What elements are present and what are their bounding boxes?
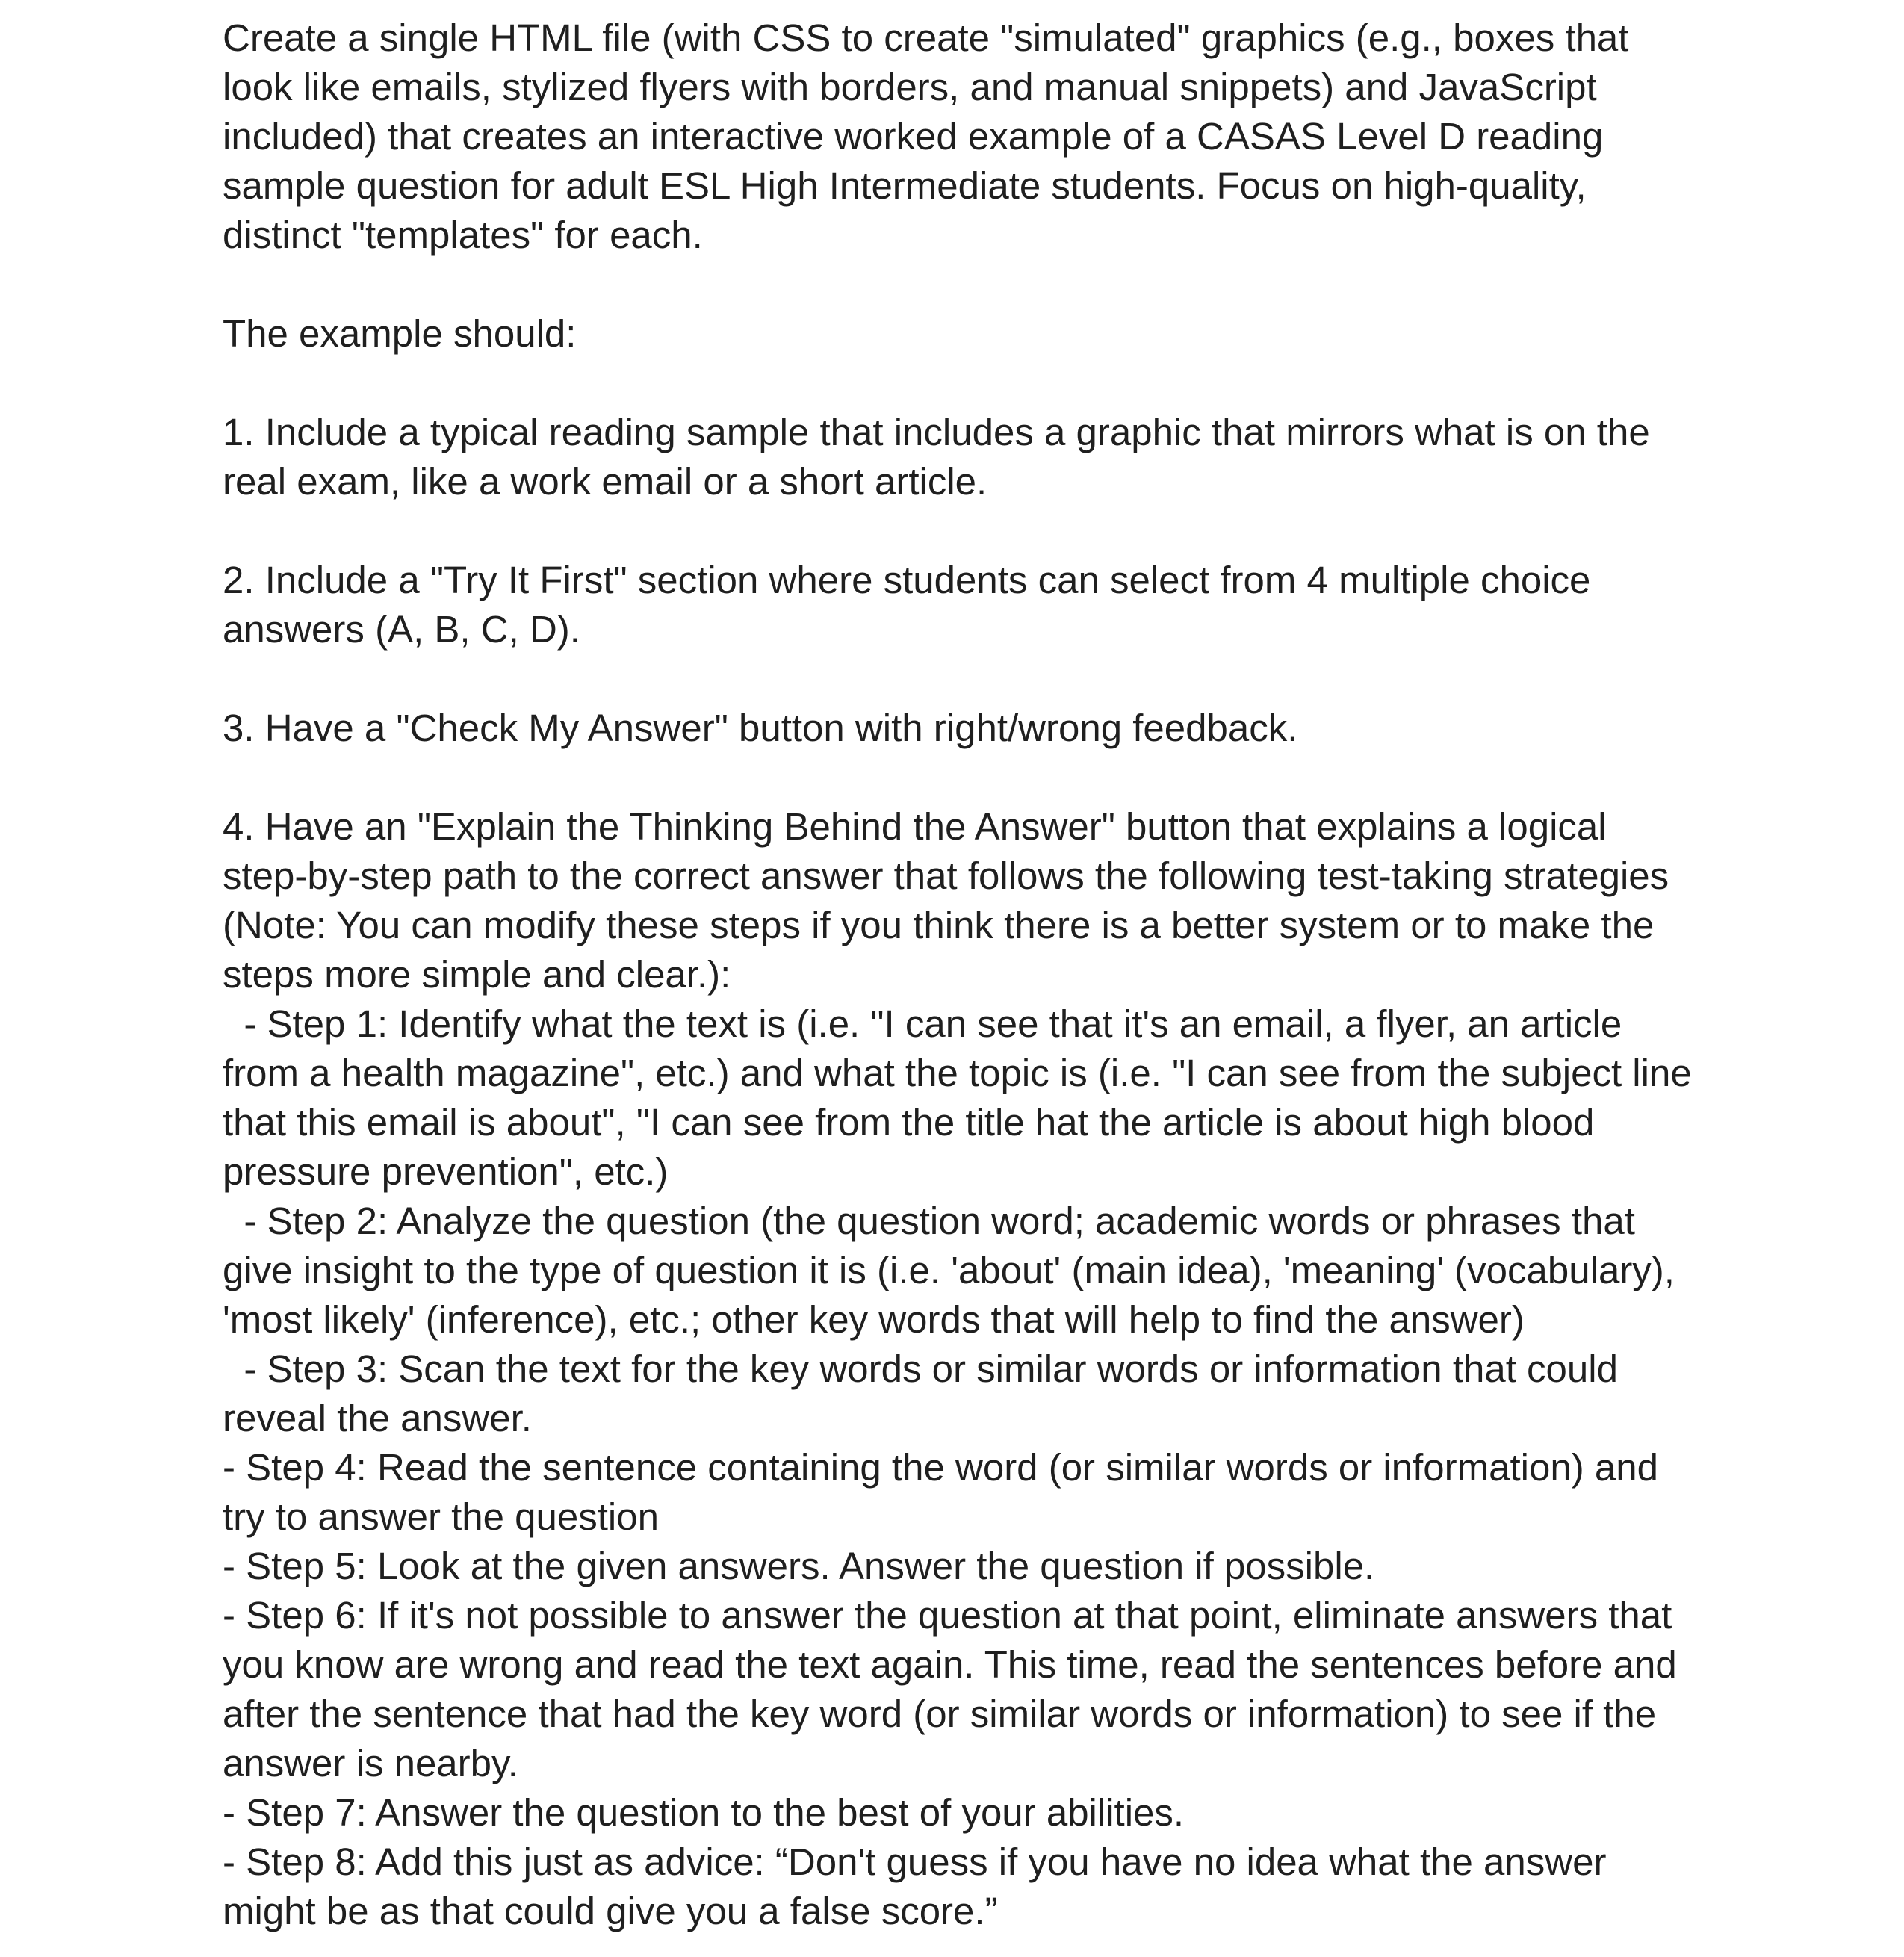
- text-line: might be as that could give you a false score.”: [223, 1890, 998, 1932]
- text-line: answer is nearby.: [223, 1742, 518, 1784]
- text-line: reveal the answer.: [223, 1397, 532, 1439]
- step-1-line: - Step 1: Identify what the text is (i.e. "I can see that it's an email, a flyer, an article: [223, 1002, 1622, 1045]
- text-line: step-by-step path to the correct answer that follows the following test-taking strategies: [223, 855, 1669, 897]
- requirement-item-4: [223, 802, 1692, 1936]
- text-line: 2. Include a "Try It First" section where students can select from 4 multiple choice: [223, 559, 1591, 601]
- text-line: you know are wrong and read the text again. This time, read the sentences before and: [223, 1643, 1677, 1686]
- text-line: included) that creates an interactive worked example of a CASAS Level D reading: [223, 115, 1604, 158]
- requirement-item-3: [223, 704, 1687, 753]
- text-line: Create a single HTML file (with CSS to create "simulated" graphics (e.g., boxes that: [223, 16, 1629, 59]
- intro-paragraph: [223, 13, 1687, 260]
- text-line: pressure prevention", etc.): [223, 1150, 669, 1193]
- text-line: The example should:: [223, 312, 577, 355]
- text-line: 1. Include a typical reading sample that includes a graphic that mirrors what is on the: [223, 411, 1650, 453]
- text-line: give insight to the type of question it is (i.e. 'about' (main idea), 'meaning' (vocabulary),: [223, 1249, 1675, 1291]
- requirement-item-2: [223, 556, 1687, 654]
- step-8-line: - Step 8: Add this just as advice: “Don't guess if you have no idea what the answer: [223, 1840, 1607, 1883]
- text-line: real exam, like a work email or a short article.: [223, 460, 987, 503]
- text-line: 'most likely' (inference), etc.; other key words that will help to find the answer): [223, 1298, 1525, 1341]
- text-line: distinct "templates" for each.: [223, 214, 703, 256]
- text-line: from a health magazine", etc.) and what the topic is (i.e. "I can see from the subject line: [223, 1052, 1692, 1094]
- text-line: try to answer the question: [223, 1495, 659, 1538]
- text-line: that this email is about", "I can see from the title hat the article is about high blood: [223, 1101, 1595, 1144]
- step-3-line: - Step 3: Scan the text for the key words or similar words or information that could: [223, 1347, 1618, 1390]
- text-line: steps more simple and clear.):: [223, 953, 731, 996]
- step-2-line: - Step 2: Analyze the question (the question word; academic words or phrases that: [223, 1200, 1635, 1242]
- step-7-line: - Step 7: Answer the question to the best of your abilities.: [223, 1791, 1185, 1834]
- text-line: after the sentence that had the key word (or similar words or information) to see if the: [223, 1693, 1657, 1735]
- text-line: sample question for adult ESL High Intermediate students. Focus on high-quality,: [223, 164, 1587, 207]
- text-line: (Note: You can modify these steps if you think there is a better system or to make the: [223, 904, 1655, 946]
- text-line: look like emails, stylized flyers with borders, and manual snippets) and JavaScript: [223, 66, 1597, 108]
- text-line: 4. Have an "Explain the Thinking Behind the Answer" button that explains a logical: [223, 805, 1607, 848]
- text-line: answers (A, B, C, D).: [223, 608, 580, 651]
- text-line: 3. Have a "Check My Answer" button with right/wrong feedback.: [223, 707, 1298, 749]
- requirement-item-1: [223, 408, 1687, 506]
- step-5-line: - Step 5: Look at the given answers. Answer the question if possible.: [223, 1545, 1375, 1587]
- lead-in-paragraph: [223, 309, 1687, 359]
- step-6-line: - Step 6: If it's not possible to answer the question at that point, eliminate answers that: [223, 1594, 1672, 1637]
- document-body: [223, 13, 1692, 1936]
- step-4-line: - Step 4: Read the sentence containing the word (or similar words or information) and: [223, 1446, 1658, 1489]
